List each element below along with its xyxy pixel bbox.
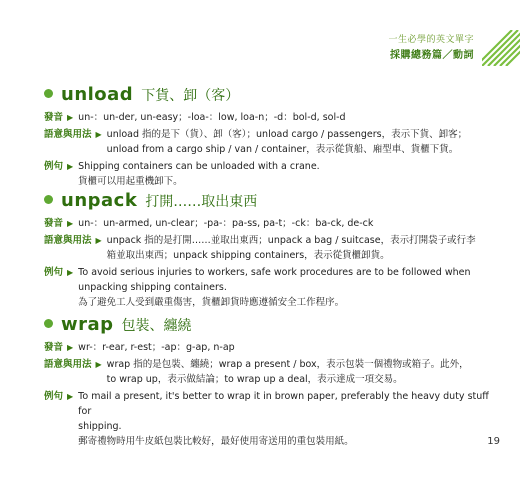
pronunciation-text: wr-：r-ear, r-est；-ap：g-ap, n-ap: [78, 342, 235, 353]
triangle-icon: ▶: [67, 392, 74, 401]
pronunciation-label: 發音: [44, 112, 64, 123]
entry-word: wrap: [61, 314, 114, 335]
example-row: [44, 265, 492, 310]
triangle-icon: ▶: [67, 113, 74, 122]
example-row: [44, 159, 492, 189]
example-line: shipping.: [78, 421, 122, 432]
usage-row: [44, 233, 492, 263]
entry-headline: [44, 84, 492, 108]
entry-unload: [44, 84, 492, 189]
entry-meaning: 打開……取出東西: [145, 194, 258, 210]
triangle-icon: ▶: [67, 162, 74, 171]
bullet-icon: [44, 319, 53, 328]
example-text: [78, 159, 492, 189]
entry-word: unload: [61, 84, 134, 105]
usage-line: wrap 指的是包裝、纏繞；wrap a present / box，表示包裝一個禮物或箱子。此外，: [106, 359, 469, 370]
header-title: 採購總務篇／動詞: [390, 50, 474, 61]
usage-label: 語意與用法: [44, 359, 92, 370]
example-line: Shipping containers can be unloaded with a crane.: [78, 161, 320, 172]
pronunciation-text: un-：un-armed, un-clear；-pa-：pa-ss, pa-t；-ck：ba-ck, de-ck: [78, 218, 374, 229]
example-text: [78, 389, 492, 449]
example-line: To mail a present, it's better to wrap it in brown paper, preferably the heavy duty stuff for: [78, 391, 489, 417]
usage-label: 語意與用法: [44, 235, 92, 246]
entry-wrap: [44, 314, 492, 449]
header-stripes-decoration: [482, 30, 520, 66]
entry-meaning: 下貨、卸（客）: [141, 88, 240, 104]
header-subtitle: 一生必學的英文單字: [388, 35, 474, 45]
example-line: 郵寄禮物時用牛皮紙包裝比較好，最好使用寄送用的重包裝用紙。: [78, 436, 354, 447]
pronunciation-row: [44, 216, 492, 231]
example-line: To avoid serious injuries to workers, safe work procedures are to be followed when: [78, 267, 471, 278]
entry-unpack: [44, 190, 492, 310]
entry-headline: [44, 190, 492, 214]
example-row: [44, 389, 492, 449]
triangle-icon: ▶: [95, 130, 102, 139]
example-line: 為了避免工人受到嚴重傷害，貨櫃卸貨時應遵循安全工作程序。: [78, 297, 345, 308]
pronunciation-label: 發音: [44, 218, 64, 229]
bullet-icon: [44, 89, 53, 98]
triangle-icon: ▶: [95, 236, 102, 245]
entry-headline: [44, 314, 492, 338]
usage-line: unpack 指的是打開……並取出東西；unpack a bag / suitcase，表示打開袋子或行李: [106, 235, 476, 246]
example-line: 貨櫃可以用起重機卸下。: [78, 176, 183, 187]
triangle-icon: ▶: [67, 219, 74, 228]
example-label: 例句: [44, 391, 64, 402]
pronunciation-text: un-：un-der, un-easy；-loa-：low, loa-n；-d：bol-d, sol-d: [78, 112, 346, 123]
entry-meaning: 包裝、纏繞: [121, 318, 192, 334]
usage-line: 箱並取出東西；unpack shipping containers，表示從貨櫃卸貨。: [106, 250, 390, 261]
usage-text: [107, 127, 492, 157]
usage-text: [107, 357, 492, 387]
example-label: 例句: [44, 267, 64, 278]
pronunciation-label: 發音: [44, 342, 64, 353]
example-label: 例句: [44, 161, 64, 172]
entry-word: unpack: [61, 190, 138, 211]
usage-line: unload from a cargo ship / van / container，表示從貨船、廂型車、貨櫃下貨。: [106, 144, 459, 155]
triangle-icon: ▶: [67, 268, 74, 277]
example-line: unpacking shipping containers.: [78, 282, 227, 293]
usage-row: [44, 357, 492, 387]
usage-row: [44, 127, 492, 157]
usage-text: [107, 233, 492, 263]
example-text: [78, 265, 492, 310]
usage-label: 語意與用法: [44, 129, 92, 140]
usage-line: to wrap up，表示做結論；to wrap up a deal，表示達成一項交易。: [106, 374, 403, 385]
page-number: 19: [487, 436, 500, 447]
pronunciation-row: [44, 110, 492, 125]
triangle-icon: ▶: [67, 343, 74, 352]
pronunciation-row: [44, 340, 492, 355]
usage-line: unload 指的是下（貨）、卸（客）；unload cargo / passengers，表示下貨、卸客；: [106, 129, 468, 140]
bullet-icon: [44, 195, 53, 204]
triangle-icon: ▶: [95, 360, 102, 369]
